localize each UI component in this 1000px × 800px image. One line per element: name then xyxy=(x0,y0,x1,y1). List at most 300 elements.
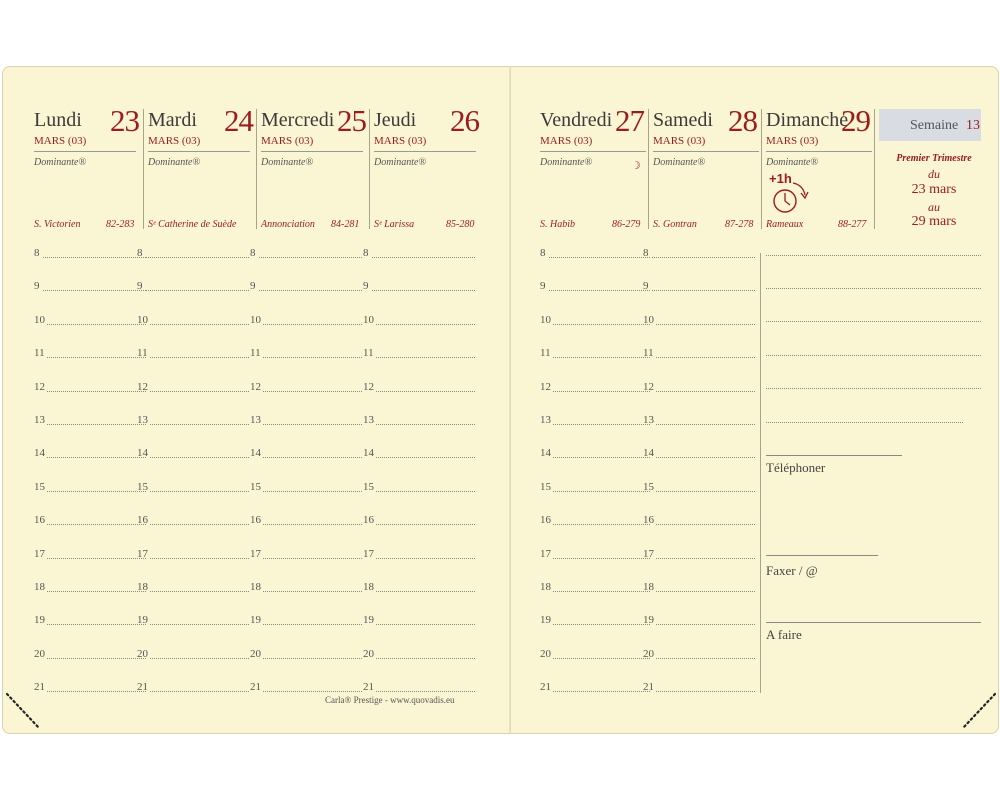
month-rule xyxy=(653,151,759,152)
hour-label: 20 xyxy=(250,647,261,660)
right-hour-slot[interactable] xyxy=(540,646,650,660)
left-hour-slot[interactable] xyxy=(34,445,146,459)
hour-label: 15 xyxy=(643,480,654,493)
right-hour-slot[interactable] xyxy=(643,479,755,493)
left-hour-slot[interactable] xyxy=(34,412,146,426)
hour-dotted-line xyxy=(150,691,249,692)
day-number: 25 xyxy=(337,103,366,138)
hour-label: 8 xyxy=(540,247,546,259)
notes-dotted-line[interactable] xyxy=(766,355,981,356)
hour-dotted-line xyxy=(656,558,755,559)
day-name: Vendredi xyxy=(540,109,613,131)
day-month: MARS (03) xyxy=(148,135,201,147)
left-hour-slot[interactable] xyxy=(137,612,249,626)
left-hour-slot[interactable] xyxy=(137,278,249,292)
notes-dotted-line[interactable] xyxy=(766,288,981,289)
left-hour-slot[interactable] xyxy=(34,612,146,626)
day-divider xyxy=(143,109,144,229)
right-hour-slot[interactable] xyxy=(643,278,755,292)
day-number: 27 xyxy=(615,103,644,138)
hour-label: 19 xyxy=(250,614,261,627)
right-hour-slot[interactable] xyxy=(643,546,755,560)
hour-dotted-line xyxy=(553,391,650,392)
hour-dotted-line xyxy=(263,524,362,525)
left-hour-slot[interactable] xyxy=(363,412,475,426)
hour-label: 17 xyxy=(34,547,45,560)
hour-label: 13 xyxy=(137,414,148,426)
left-hour-slot[interactable] xyxy=(34,646,146,660)
left-hour-slot[interactable] xyxy=(34,512,146,526)
left-hour-slot[interactable] xyxy=(250,546,362,560)
hour-label: 20 xyxy=(643,647,654,660)
hour-label: 13 xyxy=(643,414,654,426)
hour-label: 9 xyxy=(250,280,256,293)
hour-dotted-line xyxy=(376,558,475,559)
month-rule xyxy=(540,151,646,152)
right-hour-slot[interactable] xyxy=(643,245,755,259)
day-number: 28 xyxy=(728,103,757,138)
corner-stitch-right xyxy=(959,692,999,732)
day-name: Mardi xyxy=(148,109,197,131)
faxer-label: Faxer / @ xyxy=(766,563,818,578)
dominante-label: Dominante® xyxy=(766,157,819,168)
moon-phase-icon: ☽ xyxy=(631,160,641,172)
hour-label: 19 xyxy=(363,614,374,627)
notes-dotted-line[interactable] xyxy=(766,255,981,256)
hour-label: 13 xyxy=(34,414,45,426)
hour-dotted-line xyxy=(656,591,755,592)
hour-label: 19 xyxy=(643,614,654,627)
day-name: Dimanche xyxy=(766,109,849,131)
day-month: MARS (03) xyxy=(34,135,87,147)
hour-dotted-line xyxy=(47,424,146,425)
hour-label: 10 xyxy=(34,313,45,326)
right-hour-slot[interactable] xyxy=(643,512,755,526)
a-faire-label: A faire xyxy=(766,627,802,642)
dominante-label: Dominante® xyxy=(540,157,593,168)
hour-dotted-line xyxy=(656,457,755,458)
hour-label: 12 xyxy=(643,380,654,393)
hour-dotted-line xyxy=(47,558,146,559)
left-hour-slot[interactable] xyxy=(250,412,362,426)
hour-dotted-line xyxy=(376,457,475,458)
hour-label: 21 xyxy=(250,681,261,694)
hour-dotted-line xyxy=(656,357,755,358)
week-label: Semaine xyxy=(910,118,959,133)
dst-change xyxy=(769,171,819,215)
trimestre-start: 23 mars xyxy=(911,182,957,197)
hour-label: 19 xyxy=(34,614,45,627)
left-hour-slot[interactable] xyxy=(250,379,362,393)
left-hour-slot[interactable] xyxy=(363,245,475,259)
hour-dotted-line xyxy=(263,457,362,458)
hour-label: 11 xyxy=(643,347,654,360)
hour-dotted-line xyxy=(549,290,650,291)
notes-dotted-line[interactable] xyxy=(766,422,963,423)
right-hour-slot[interactable] xyxy=(540,579,650,593)
hour-label: 13 xyxy=(250,414,261,426)
hour-label: 8 xyxy=(250,247,256,259)
left-hour-slot[interactable] xyxy=(250,278,362,292)
hour-dotted-line xyxy=(553,324,650,325)
day-name: Jeudi xyxy=(374,109,417,131)
hour-dotted-line xyxy=(150,324,249,325)
hour-label: 20 xyxy=(137,647,148,660)
hour-label: 10 xyxy=(643,313,654,326)
hour-dotted-line xyxy=(263,491,362,492)
right-hour-slot[interactable] xyxy=(540,546,650,560)
trimestre-title: Premier Trimestre xyxy=(896,153,972,164)
hour-dotted-line xyxy=(47,624,146,625)
week-number-box xyxy=(879,109,981,141)
hour-dotted-line xyxy=(263,591,362,592)
notes-dotted-line[interactable] xyxy=(766,321,981,322)
right-hour-slot[interactable] xyxy=(643,445,755,459)
day-month: MARS (03) xyxy=(261,135,314,147)
left-hour-slot[interactable] xyxy=(137,512,249,526)
saint-name: Sᵉ Larissa xyxy=(374,219,415,230)
hour-dotted-line xyxy=(656,624,755,625)
hour-dotted-line xyxy=(372,290,475,291)
left-hour-slot[interactable] xyxy=(34,345,146,359)
right-hour-slot[interactable] xyxy=(540,412,650,426)
left-hour-slot[interactable] xyxy=(34,379,146,393)
hour-label: 21 xyxy=(643,681,654,694)
hour-label: 19 xyxy=(540,614,551,627)
right-hour-slot[interactable] xyxy=(643,612,755,626)
right-hour-slot[interactable] xyxy=(643,345,755,359)
hour-label: 11 xyxy=(137,347,148,360)
left-hour-slot[interactable] xyxy=(137,479,249,493)
hour-dotted-line xyxy=(150,558,249,559)
left-hour-slot[interactable] xyxy=(34,579,146,593)
left-hour-slot[interactable] xyxy=(250,312,362,326)
hour-label: 16 xyxy=(250,514,261,527)
hour-dotted-line xyxy=(47,591,146,592)
telephoner-label: Téléphoner xyxy=(766,460,826,475)
hour-dotted-line xyxy=(43,257,146,258)
hour-label: 9 xyxy=(643,280,649,293)
hour-label: 8 xyxy=(137,247,143,259)
left-hour-slot[interactable] xyxy=(250,646,362,660)
right-hour-slot[interactable] xyxy=(540,679,650,693)
right-hour-slot[interactable] xyxy=(540,245,650,259)
day-month: MARS (03) xyxy=(540,135,593,147)
day-month: MARS (03) xyxy=(653,135,706,147)
hour-dotted-line xyxy=(47,658,146,659)
hour-label: 14 xyxy=(643,447,654,460)
hour-label: 13 xyxy=(540,414,551,426)
hour-label: 12 xyxy=(363,380,374,393)
hour-label: 16 xyxy=(34,514,45,527)
dominante-label: Dominante® xyxy=(148,157,201,168)
day-month: MARS (03) xyxy=(766,135,819,147)
day-number: 29 xyxy=(841,103,870,138)
left-hour-slot[interactable] xyxy=(137,312,249,326)
hour-label: 9 xyxy=(137,280,143,293)
left-hour-slot[interactable] xyxy=(137,646,249,660)
hour-label: 11 xyxy=(250,347,261,360)
hour-dotted-line xyxy=(43,290,146,291)
left-hour-slot[interactable] xyxy=(137,379,249,393)
day-of-year-code: 88-277 xyxy=(838,219,867,230)
left-hour-slot[interactable] xyxy=(34,546,146,560)
month-rule xyxy=(148,151,250,152)
day-of-year-code: 87-278 xyxy=(725,219,754,230)
left-hour-slot[interactable] xyxy=(363,379,475,393)
left-hour-slot[interactable] xyxy=(137,445,249,459)
hour-dotted-line xyxy=(376,658,475,659)
right-hour-slot[interactable] xyxy=(540,512,650,526)
clock-forward-icon xyxy=(769,179,819,215)
hour-label: 10 xyxy=(137,313,148,326)
hour-dotted-line xyxy=(376,624,475,625)
hour-dotted-line xyxy=(553,491,650,492)
hour-label: 15 xyxy=(363,480,374,493)
hour-label: 11 xyxy=(34,347,45,360)
hour-dotted-line xyxy=(376,357,475,358)
hour-dotted-line xyxy=(553,424,650,425)
hour-dotted-line xyxy=(553,624,650,625)
hour-label: 16 xyxy=(540,514,551,527)
hour-dotted-line xyxy=(656,691,755,692)
hour-dotted-line xyxy=(263,324,362,325)
hour-dotted-line xyxy=(376,591,475,592)
hour-label: 12 xyxy=(34,380,45,393)
hour-label: 14 xyxy=(34,447,45,460)
hour-label: 16 xyxy=(363,514,374,527)
hour-dotted-line xyxy=(150,391,249,392)
left-hour-slot[interactable] xyxy=(34,278,146,292)
dominante-label: Dominante® xyxy=(34,157,87,168)
hour-label: 15 xyxy=(137,480,148,493)
hour-label: 14 xyxy=(250,447,261,460)
left-hour-slot[interactable] xyxy=(137,345,249,359)
hour-label: 19 xyxy=(137,614,148,627)
footer-credit: Carla® Prestige - www.quovadis.eu xyxy=(325,695,455,705)
hour-label: 17 xyxy=(643,547,654,560)
hour-dotted-line xyxy=(263,691,362,692)
left-hour-slot[interactable] xyxy=(250,345,362,359)
notes-dotted-line[interactable] xyxy=(766,388,981,389)
dst-label: +1h xyxy=(769,171,792,186)
day-divider xyxy=(761,109,762,229)
hour-dotted-line xyxy=(656,491,755,492)
left-hour-slot[interactable] xyxy=(363,278,475,292)
hour-dotted-line xyxy=(553,558,650,559)
hour-dotted-line xyxy=(376,524,475,525)
hour-label: 14 xyxy=(137,447,148,460)
hour-dotted-line xyxy=(150,591,249,592)
hour-label: 18 xyxy=(540,581,551,593)
hour-dotted-line xyxy=(376,391,475,392)
a-faire-rule xyxy=(766,622,981,623)
week-number: 13 xyxy=(966,118,980,133)
left-hour-slot[interactable] xyxy=(250,612,362,626)
hour-dotted-line xyxy=(376,324,475,325)
right-hour-slot[interactable] xyxy=(540,612,650,626)
right-page xyxy=(510,66,999,734)
left-hour-slot[interactable] xyxy=(137,412,249,426)
hour-dotted-line xyxy=(150,424,249,425)
day-name: Mercredi xyxy=(261,109,335,131)
notes-column-divider xyxy=(760,253,761,693)
hour-dotted-line xyxy=(146,290,249,291)
hour-dotted-line xyxy=(553,658,650,659)
hour-label: 17 xyxy=(250,547,261,560)
hour-dotted-line xyxy=(549,257,650,258)
left-hour-slot[interactable] xyxy=(363,445,475,459)
hour-dotted-line xyxy=(376,424,475,425)
saint-name: S. Habib xyxy=(540,219,575,230)
hour-label: 15 xyxy=(540,480,551,493)
hour-dotted-line xyxy=(656,658,755,659)
hour-label: 17 xyxy=(540,547,551,560)
hour-label: 20 xyxy=(540,647,551,660)
right-hour-slot[interactable] xyxy=(643,646,755,660)
left-hour-slot[interactable] xyxy=(363,512,475,526)
hour-label: 18 xyxy=(137,581,148,593)
hour-dotted-line xyxy=(553,457,650,458)
hour-label: 11 xyxy=(540,347,551,360)
hour-dotted-line xyxy=(263,357,362,358)
hour-label: 17 xyxy=(137,547,148,560)
sunday-divider xyxy=(874,109,875,229)
hour-label: 20 xyxy=(363,647,374,660)
hour-label: 14 xyxy=(540,447,551,460)
right-hour-slot[interactable] xyxy=(540,379,650,393)
left-hour-slot[interactable] xyxy=(250,679,362,693)
hour-dotted-line xyxy=(553,524,650,525)
hour-dotted-line xyxy=(263,391,362,392)
hour-label: 15 xyxy=(250,480,261,493)
hour-dotted-line xyxy=(656,524,755,525)
hour-label: 10 xyxy=(363,313,374,326)
month-rule xyxy=(766,151,872,152)
hour-dotted-line xyxy=(376,691,475,692)
hour-dotted-line xyxy=(656,324,755,325)
left-hour-slot[interactable] xyxy=(363,479,475,493)
hour-dotted-line xyxy=(259,257,362,258)
left-hour-slot[interactable] xyxy=(137,546,249,560)
hour-label: 21 xyxy=(137,681,148,694)
right-hour-slot[interactable] xyxy=(540,278,650,292)
hour-dotted-line xyxy=(150,357,249,358)
hour-label: 12 xyxy=(540,380,551,393)
day-divider xyxy=(648,109,649,229)
left-hour-slot[interactable] xyxy=(363,579,475,593)
left-hour-slot[interactable] xyxy=(363,612,475,626)
right-hour-slot[interactable] xyxy=(643,579,755,593)
left-hour-slot[interactable] xyxy=(34,312,146,326)
trimestre-du: du xyxy=(928,167,940,181)
left-hour-slot[interactable] xyxy=(34,479,146,493)
dominante-label: Dominante® xyxy=(374,157,427,168)
hour-label: 21 xyxy=(34,681,45,694)
right-hour-slot[interactable] xyxy=(540,445,650,459)
hour-label: 16 xyxy=(137,514,148,527)
left-hour-slot[interactable] xyxy=(363,646,475,660)
hour-dotted-line xyxy=(150,457,249,458)
right-hour-slot[interactable] xyxy=(540,345,650,359)
hour-dotted-line xyxy=(47,391,146,392)
right-hour-slot[interactable] xyxy=(540,479,650,493)
left-hour-slot[interactable] xyxy=(250,512,362,526)
dominante-label: Dominante® xyxy=(653,157,706,168)
right-hour-slot[interactable] xyxy=(643,312,755,326)
day-month: MARS (03) xyxy=(374,135,427,147)
hour-dotted-line xyxy=(263,624,362,625)
month-rule xyxy=(34,151,136,152)
hour-dotted-line xyxy=(47,457,146,458)
hour-label: 17 xyxy=(363,547,374,560)
day-number: 26 xyxy=(450,103,479,138)
hour-dotted-line xyxy=(150,524,249,525)
day-of-year-code: 84-281 xyxy=(331,219,360,230)
right-hour-slot[interactable] xyxy=(643,379,755,393)
left-hour-slot[interactable] xyxy=(137,579,249,593)
hour-label: 8 xyxy=(643,247,649,259)
left-hour-slot[interactable] xyxy=(34,245,146,259)
day-number: 23 xyxy=(110,103,139,138)
hour-label: 12 xyxy=(137,380,148,393)
hour-dotted-line xyxy=(376,491,475,492)
hour-dotted-line xyxy=(652,290,755,291)
trimestre-end: 29 mars xyxy=(911,214,957,229)
hour-dotted-line xyxy=(656,391,755,392)
hour-dotted-line xyxy=(47,691,146,692)
left-hour-slot[interactable] xyxy=(250,445,362,459)
left-hour-slot[interactable] xyxy=(363,312,475,326)
left-hour-slot[interactable] xyxy=(363,345,475,359)
day-number: 24 xyxy=(224,103,253,138)
left-hour-slot[interactable] xyxy=(137,679,249,693)
hour-dotted-line xyxy=(263,424,362,425)
left-hour-slot[interactable] xyxy=(250,245,362,259)
left-hour-slot[interactable] xyxy=(250,579,362,593)
saint-name: S. Victorien xyxy=(34,219,81,230)
hour-dotted-line xyxy=(263,658,362,659)
right-hour-slot[interactable] xyxy=(643,679,755,693)
hour-dotted-line xyxy=(553,591,650,592)
right-hour-slot[interactable] xyxy=(540,312,650,326)
left-hour-slot[interactable] xyxy=(363,546,475,560)
left-hour-slot[interactable] xyxy=(137,245,249,259)
hour-dotted-line xyxy=(553,691,650,692)
left-hour-slot[interactable] xyxy=(250,479,362,493)
hour-label: 9 xyxy=(34,280,40,293)
hour-dotted-line xyxy=(47,524,146,525)
hour-dotted-line xyxy=(656,424,755,425)
left-hour-slot[interactable] xyxy=(34,679,146,693)
left-hour-slot[interactable] xyxy=(363,679,475,693)
hour-label: 16 xyxy=(643,514,654,527)
day-of-year-code: 86-279 xyxy=(612,219,641,230)
day-name: Lundi xyxy=(34,109,82,131)
right-hour-slot[interactable] xyxy=(643,412,755,426)
hour-dotted-line xyxy=(47,324,146,325)
hour-label: 9 xyxy=(540,280,546,293)
dominante-label: Dominante® xyxy=(261,157,314,168)
hour-dotted-line xyxy=(259,290,362,291)
hour-label: 12 xyxy=(250,380,261,393)
day-of-year-code: 85-280 xyxy=(446,219,475,230)
hour-label: 11 xyxy=(363,347,374,360)
day-divider xyxy=(369,109,370,229)
saint-name: Annonciation xyxy=(261,219,315,230)
left-page xyxy=(2,66,512,734)
hour-dotted-line xyxy=(553,357,650,358)
